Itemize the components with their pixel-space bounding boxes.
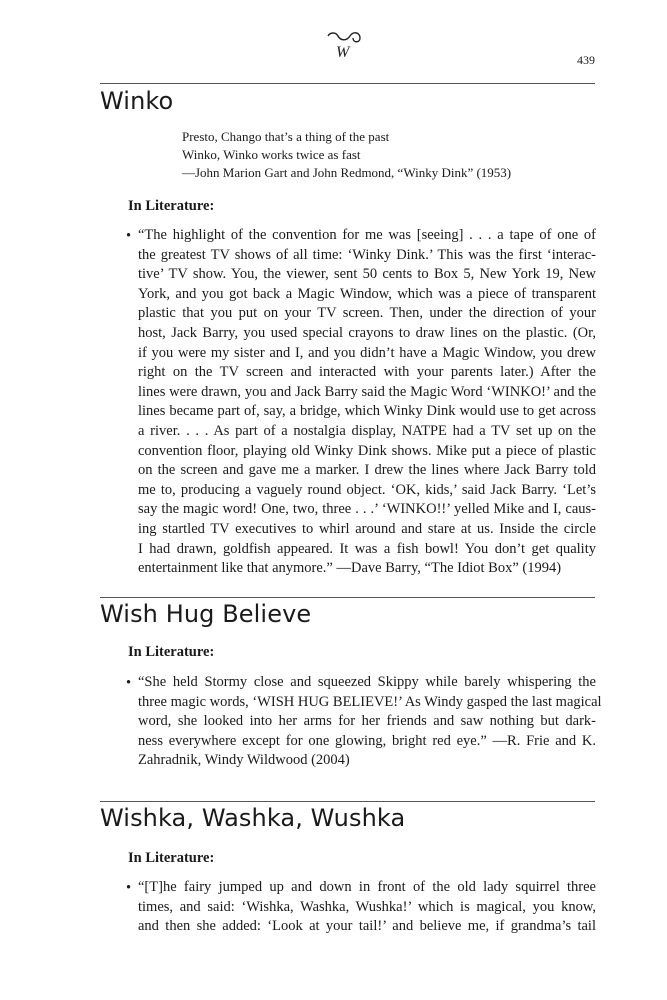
text-line: host, Jack Barry, you used special crayons to draw lines on the plastic. (Or, (138, 324, 596, 341)
text-line: I had drawn, goldfish appeared. It was a fish bowl! You don’t get quality (138, 540, 596, 557)
quote-paragraph (138, 226, 596, 579)
epigraph-attribution: —John Marion Gart and John Redmond, “Winky Dink” (1953) (182, 165, 512, 180)
in-literature-heading: In Literature: (128, 850, 215, 866)
text-line: tive’ TV show. You, the viewer, sent 50 cents to Box 5, New York 19, New (138, 266, 596, 283)
text-line: lines were drawn, you and Jack Barry said the Magic Word ‘WINKO!’ and the (138, 383, 596, 400)
text-line: entertainment like that anymore.” —Dave Barry, “The Idiot Box” (1994) (138, 560, 562, 577)
text-line: convention floor, playing old Winky Dink shows. Mike put a piece of plastic (138, 442, 596, 459)
entry-title-wishka-washka-wushka: Wishka, Washka, Wushka (100, 804, 406, 832)
text-line: the greatest TV shows of all time: ‘Winky Dink.’ This was the first ‘interac- (138, 246, 596, 263)
epigraph-line: Winko, Winko works twice as fast (182, 147, 361, 162)
text-line: “The highlight of the convention for me was [seeing] . . . a tape of one of (138, 227, 596, 243)
text-line: times, and said: ‘Wishka, Washka, Wushka!’ which is magical, you know, (138, 898, 596, 915)
in-literature-heading: In Literature: (128, 644, 215, 660)
text-line: ness everywhere except for one glowing, bright red eye.” —R. Frie and K. (138, 732, 596, 749)
epigraph (182, 128, 511, 182)
w-ornament-icon (318, 26, 368, 66)
text-line: “[T]he fairy jumped up and down in front of the old lady squirrel three (138, 879, 596, 895)
in-literature-heading: In Literature: (128, 198, 215, 214)
text-line: a river. . . . As part of a nostalgia display, NATPE had a TV set up on the (138, 422, 596, 439)
text-line: if you were my sister and I, and you didn’t have a Magic Window, you drew (138, 344, 596, 361)
quote-paragraph (138, 673, 602, 771)
bullet-icon: • (126, 228, 132, 244)
entry-title-winko: Winko (100, 87, 174, 115)
section-divider (100, 83, 595, 84)
entry-title-wish-hug-believe: Wish Hug Believe (100, 600, 312, 628)
text-line: right on the TV screen and interacted with your parents later.) After the (138, 364, 596, 381)
page-number: 439 (577, 53, 595, 67)
text-line: plastic that you put on your TV screen. Then, under the direction of your (138, 305, 596, 322)
text-line: word, she looked into her arms for her friends and saw nothing but dark- (138, 713, 596, 730)
section-divider (100, 597, 595, 598)
bullet-icon: • (126, 880, 132, 896)
text-line: say the magic word! One, two, three . . .’ ‘WINKO!!’ yelled Mike and I, caus- (138, 501, 596, 518)
text-line: three magic words, ‘WISH HUG BELIEVE!’ As Windy gasped the last magical (138, 693, 602, 710)
text-line: and then she added: ‘Look at your tail!’ and believe me, if grandma’s tail (138, 918, 596, 935)
ornament-letter: W (336, 44, 350, 61)
text-line: on the screen and gave me a marker. I drew the lines where Jack Barry told (138, 462, 596, 479)
text-line: “She held Stormy close and squeezed Skippy while barely whispering the (138, 674, 596, 690)
section-divider (100, 801, 595, 802)
text-line: lines became part of, say, a bridge, which Winky Dink would use to get across (138, 403, 596, 420)
quote-paragraph (138, 878, 596, 937)
bullet-icon: • (126, 675, 132, 691)
epigraph-line: Presto, Chango that’s a thing of the past (182, 129, 390, 144)
text-line: me to, producing a vaguely round object. ‘OK, kids,’ said Jack Barry. ‘Let’s (138, 481, 596, 498)
text-line: Zahradnik, Windy Wildwood (2004) (138, 752, 350, 769)
text-line: York, and you got back a Magic Window, which was a piece of transparent (138, 285, 596, 302)
text-line: ing startled TV executives to whirl around and stare at us. Inside the circle (138, 520, 596, 537)
